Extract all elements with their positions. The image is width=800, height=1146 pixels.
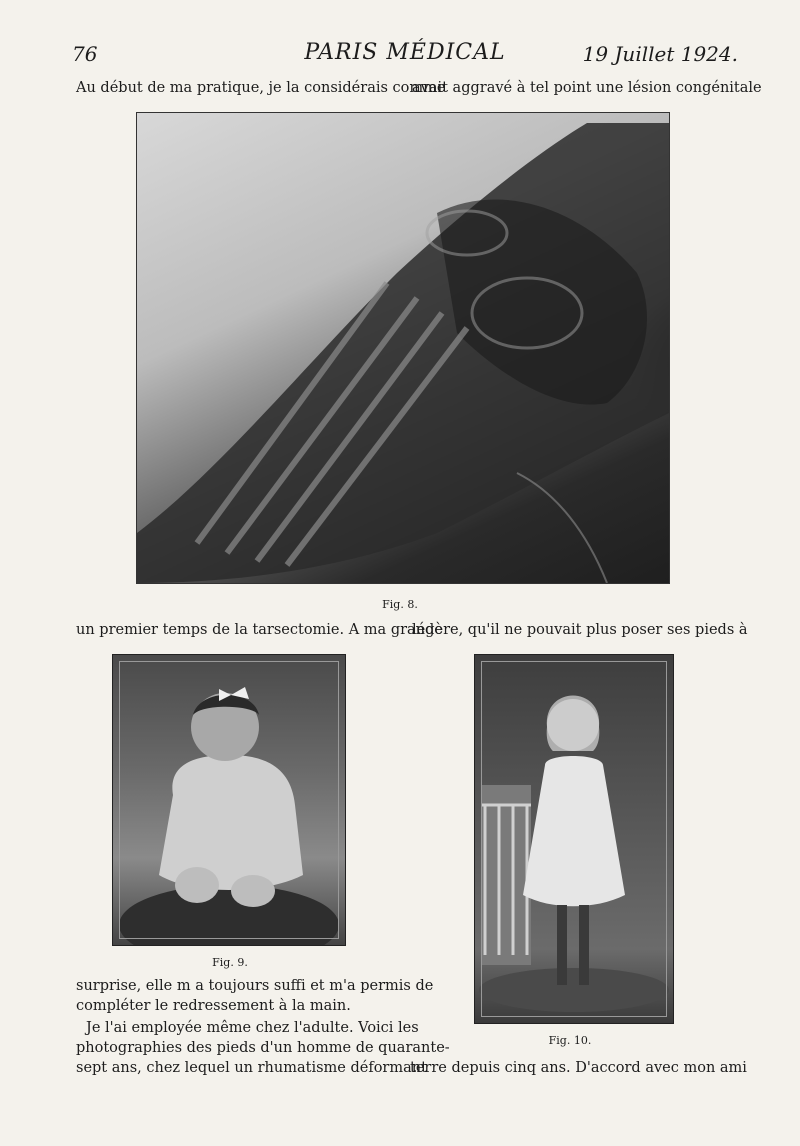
bottom-left-line-2: compléter le redressement à la main. xyxy=(76,998,351,1014)
figure-8-xray-image xyxy=(136,112,670,584)
figure-8-caption: Fig. 8. xyxy=(382,598,418,611)
page-number: 76 xyxy=(72,42,98,66)
middle-text-left: un premier temps de la tarsectomie. A ma grande xyxy=(76,622,443,638)
bottom-left-line-3: Je l'ai employée même chez l'adulte. Voici les xyxy=(86,1020,419,1036)
bottom-left-line-5: sept ans, chez lequel un rhumatisme déformant xyxy=(76,1060,427,1076)
bottom-left-line-4: photographies des pieds d'un homme de quarante- xyxy=(76,1040,450,1056)
top-text-right: avait aggravé à tel point une lésion congénitale xyxy=(412,80,762,96)
bottom-right-line: terre depuis cinq ans. D'accord avec mon ami xyxy=(410,1060,747,1076)
top-text-left: Au début de ma pratique, je la considérais comme xyxy=(76,80,446,96)
figure-9-caption: Fig. 9. xyxy=(212,956,248,969)
foot-xray-illustration xyxy=(137,113,669,583)
middle-text-right: légère, qu'il ne pouvait plus poser ses pieds à xyxy=(412,622,748,638)
journal-title: PARIS MÉDICAL xyxy=(304,40,506,65)
figure-9-photo xyxy=(112,654,346,946)
page-header xyxy=(72,40,738,70)
figure-10-photo xyxy=(474,654,674,1024)
issue-date: 19 Juillet 1924. xyxy=(582,42,738,66)
bottom-left-line-1: surprise, elle m a toujours suffi et m'a permis de xyxy=(76,978,434,994)
figure-10-caption: Fig. 10. xyxy=(548,1034,592,1047)
